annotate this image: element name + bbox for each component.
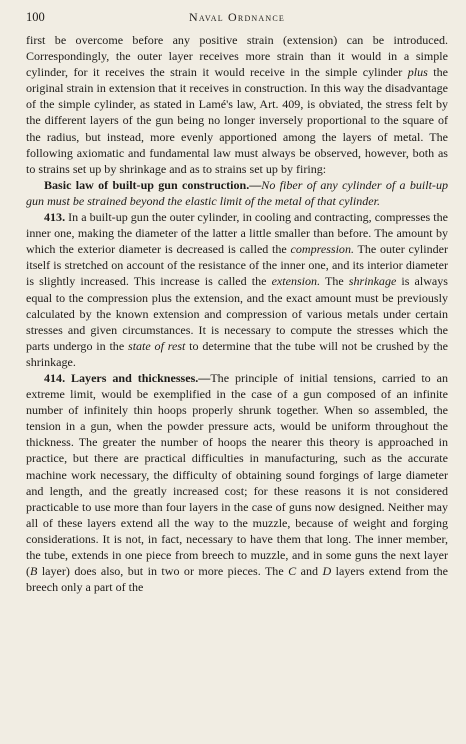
page-body <box>26 32 448 595</box>
law-text: No fiber of any cylinder of a built-up gun must be strained beyond the elastic limit of the metal of that cylinder. <box>26 177 448 208</box>
page-number: 100 <box>26 10 45 24</box>
law-heading: Basic law of built-up gun construction.— <box>44 177 262 192</box>
paragraph-continued: first be overcome before any positive strain (extension) can be introduced. Correspondingly, the outer layer receives more strain than it would in a simple cylinder, for it receives the strain it would receive in the simple cylinder plus the original strain in extension that it receives in construction. In this way the disadvantage of the simple cylinder, as stated in Lamé's law, Art. 409, is obviated, the stress felt by the different layers of the gun being no longer inversely proportional to the square of the radius, but instead, more evenly apportioned among the layers of metal. The following axiomatic and fundamental law must always be observed, however, both as to strains set up by shrinkage and as to strains set up by firing: <box>26 33 448 176</box>
section-heading-414: Layers and thicknesses.— <box>71 370 211 385</box>
paragraph-basic-law <box>26 177 448 209</box>
paragraph-413: 413. In a built-up gun the outer cylinder, in cooling and contracting, compresses the inner one, making the diameter of the latter a little smaller than before. The amount by which the exterior diameter is decreased is called the compression. The outer cylinder itself is stretched on account of the resistance of the inner one, and its interior diameter is slightly increased. This increase is called the extension. The shrinkage is always equal to the compression plus the extension, and the exact amount must be previously calculated by the known extension and compression of various metals under certain stresses and given circumstances. It is necessary to compute the stresses which the parts undergo in the state of rest to determine that the tube will not be crushed by the shrinkage. <box>26 210 449 369</box>
paragraph-414: 414. Layers and thicknesses.—The principle of initial tensions, carried to an extreme limit, would be exemplified in the case of a gun composed of an infinite number of infinitely thin hoops properly shrunk together. When so assembled, the tension in a gun, when the powder pressure acts, would be uniform throughout the thickness. The greater the number of hoops the nearer this theory is approached in practice, but there are practical difficulties in manufacturing, such as the accurate machine work necessary, the difficulty of obtaining sound forgings of large diameter and length, and the greatly increased cost; for these reasons it is not considered practicable to use more than four layers in the case of guns now designed. Neither may all of these layers extend all the way to the muzzle, because of weight and forging considerations. It is not, in fact, necessary to have them that long. The inner member, the tube, extends in one piece from breech to muzzle, and in some guns the next layer (B layer) does also, but in two or more pieces. The C and D layers extend from the breech only a part of the <box>26 370 449 595</box>
section-number-413: 413. <box>44 210 66 225</box>
page-header <box>26 10 448 32</box>
section-number-414: 414. <box>44 370 66 385</box>
running-head: Naval Ordnance <box>189 10 285 24</box>
